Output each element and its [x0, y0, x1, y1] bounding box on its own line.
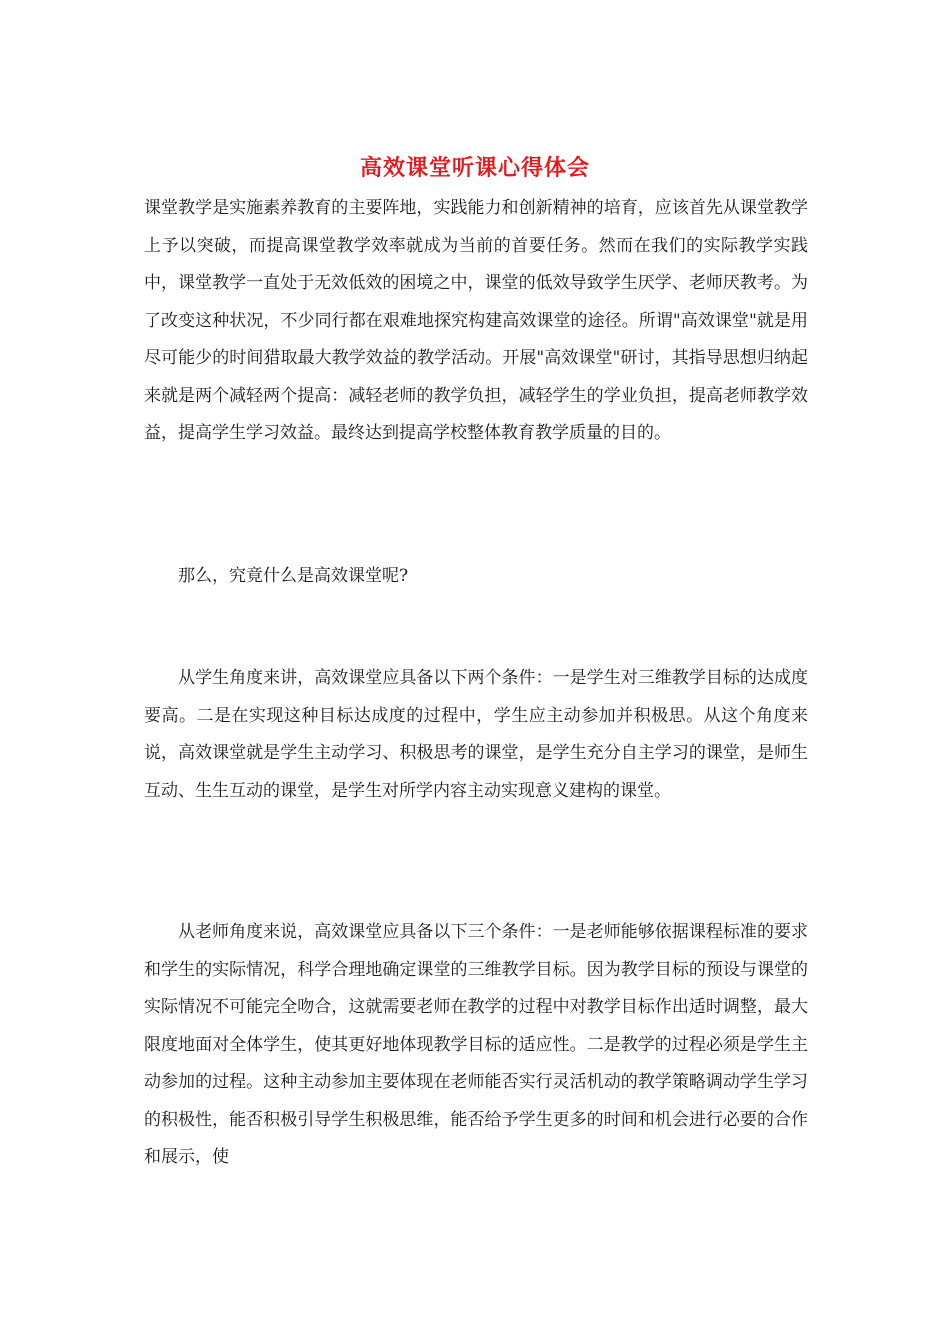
document-title: 高效课堂听课心得体会	[359, 155, 590, 181]
paragraph-student-perspective: 从学生角度来讲，高效课堂应具备以下两个条件：一是学生对三维教学目标的达成度要高。二是在实现这种目标达成度的过程中，学生应主动参加并积极思。从这个角度来说，高效课堂就是学生主动学习、积极思考的课堂，是学生充分自主学习的课堂，是师生互动、生生互动的课堂，是学生对所学内容主动实现意义建构的课堂。	[144, 668, 808, 801]
paragraph-intro: 课堂教学是实施素养教育的主要阵地，实践能力和创新精神的培育，应该首先从课堂教学上予以突破，而提高课堂教学效率就成为当前的首要任务。然而在我们的实际教学实践中，课堂教学一直处于无效低效的困境之中，课堂的低效导致学生厌学、老师厌教考。为了改变这种状况，不少同行都在艰难地探究构建高效课堂的途径。所谓"高效课堂"就是用尽可能少的时间猎取最大教学效益的教学活动。开展"高效课堂"研讨，其指导思想归纳起来就是两个减轻两个提高：减轻老师的教学负担，减轻学生的学业负担，提高老师教学效益，提高学生学习效益。最终达到提高学校整体教育教学质量的目的。	[144, 198, 808, 443]
paragraph-teacher-perspective: 从老师角度来说，高效课堂应具备以下三个条件：一是老师能够依据课程标准的要求和学生的实际情况，科学合理地确定课堂的三维教学目标。因为教学目标的预设与课堂的实际情况不可能完全吻合，这就需要老师在教学的过程中对教学目标作出适时调整，最大限度地面对全体学生，使其更好地体现教学目标的适应性。二是教学的过程必须是学生主动参加的过程。这种主动参加主要体现在老师能否实行灵活机动的教学策略调动学生学习的积极性，能否积极引导学生积极思维，能否给予学生更多的时间和机会进行必要的合作和展示，使	[144, 922, 808, 1167]
paragraph-question: 那么，究竟什么是高效课堂呢?	[178, 566, 409, 586]
